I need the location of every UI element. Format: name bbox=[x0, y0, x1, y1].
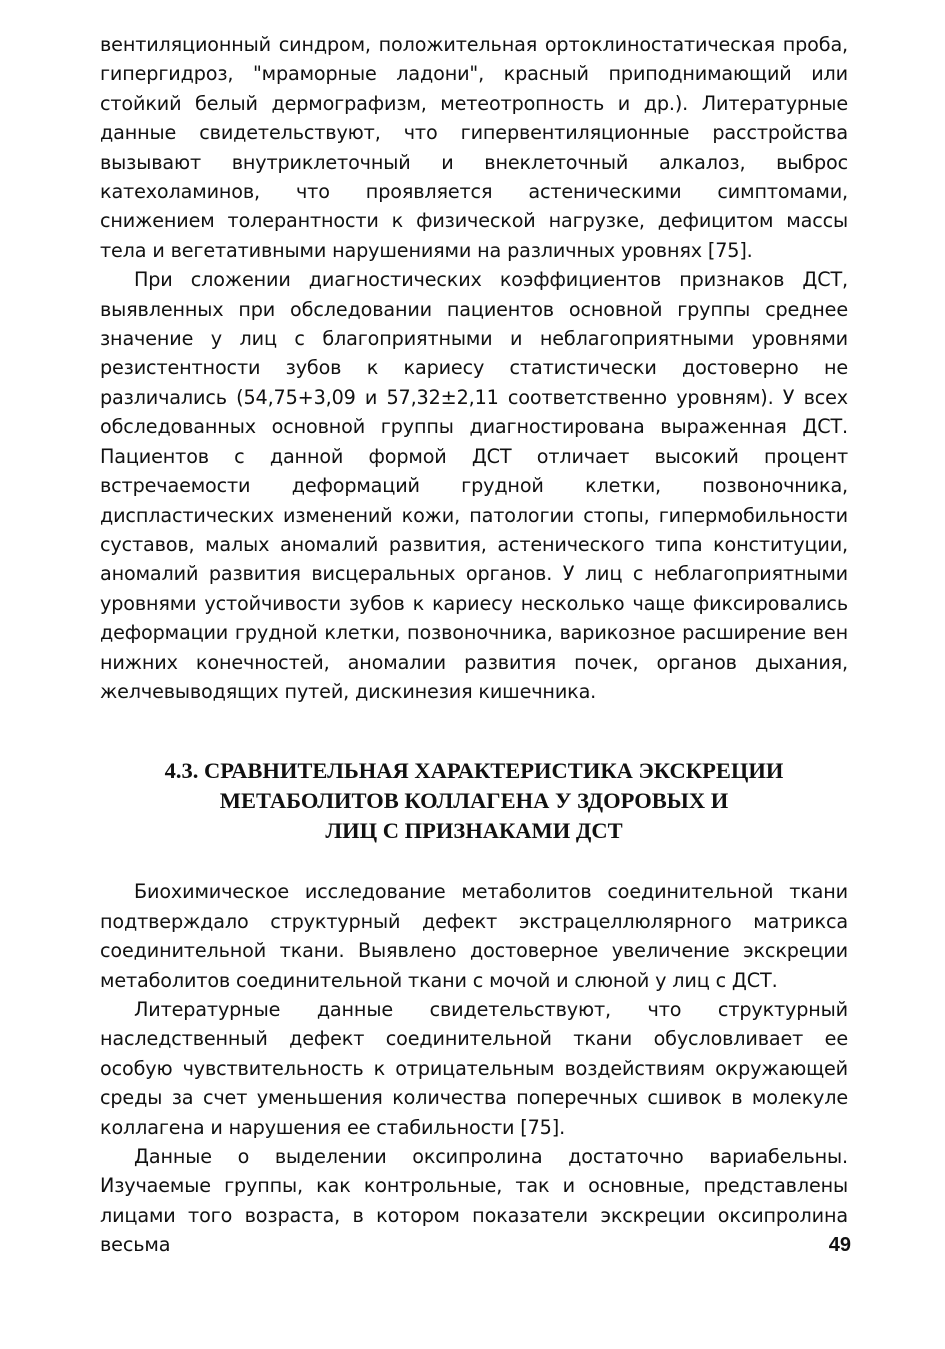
paragraph-literature: Литературные данные свидетельствуют, что структурный наследственный дефект соединительной ткани обусловливает ее особую чувствительность к отрицательным воздействиям окружающей среды за счет уменьшения количества поперечных сшивок в молекуле коллагена и нарушения ее стабильности [75]. bbox=[100, 997, 848, 1139]
spacer bbox=[100, 706, 848, 756]
paragraph-dst-coefficients: При сложении диагностических коэффициентов признаков ДСТ, выявленных при обследовании пациентов основной группы среднее значение у лиц с благоприятными и неблагоприятными уровнями резистентности зубов к кариесу статистически достоверно не различались (54,75+3,09 и 57,32±2,11 соответственно уровням). У всех обследованных основной группы диагностирована выраженная ДСТ. Пациентов с данной формой ДСТ отличает высокий процент встречаемости деформаций грудной клетки, позвоночника, диспластических изменений кожи, патологии стопы, гипермобильности суставов, малых аномалий развития, астенического типа конституции, аномалий развития висцеральных органов. У лиц с неблагоприятными уровнями устойчивости зубов к кариесу несколько чаще фиксировались деформации грудной клетки, позвоночника, варикозное расширение вен нижних конечностей, аномалии развития почек, органов дыхания, желчевыводящих путей, дискинезия кишечника. bbox=[100, 268, 848, 703]
page-number: 49 bbox=[828, 1234, 851, 1256]
paragraph-continuation: вентиляционный синдром, положительная ортоклиностатическая проба, гипергидроз, "мраморные ладони", красный приподнимающий или стойкий белый дермографизм, метеотропность и др.). Литературные данные свидетельствуют, что гипервентиляционные расстройства вызывают внутриклеточный и внеклеточный алкалоз, выброс катехоламинов, что проявляется астеническими симптомами, снижением толерантности к физической нагрузке, дефицитом массы тела и вегетативными нарушениями на различных уровнях [75]. bbox=[100, 33, 848, 262]
page-content bbox=[100, 30, 848, 1260]
section-heading bbox=[100, 756, 848, 846]
paragraph-oxyproline: Данные о выделении оксипролина достаточно вариабельны. Изучаемые группы, как контрольные, так и основные, представлены лицами того возраста, в котором показатели экскреции оксипролина весьма bbox=[100, 1145, 848, 1257]
section-heading-line: 4.3. СРАВНИТЕЛЬНАЯ ХАРАКТЕРИСТИКА ЭКСКРЕЦИИ bbox=[164, 758, 784, 784]
section-heading-line: МЕТАБОЛИТОВ КОЛЛАГЕНА У ЗДОРОВЫХ И bbox=[219, 788, 729, 814]
section-heading-line: ЛИЦ С ПРИЗНАКАМИ ДСТ bbox=[325, 818, 623, 844]
paragraph-biochemical: Биохимическое исследование метаболитов соединительной ткани подтверждало структурный дефект экстрацеллюлярного матрикса соединительной ткани. Выявлено достоверное увеличение экскреции метаболитов соединительной ткани с мочой и слюной у лиц с ДСТ. bbox=[100, 880, 848, 992]
spacer bbox=[100, 846, 848, 877]
